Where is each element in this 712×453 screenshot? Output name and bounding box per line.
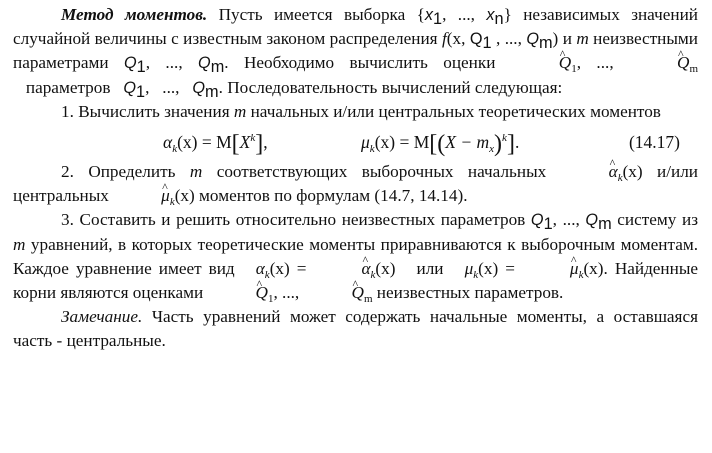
paragraph-step-3: 3. Составить и решить относительно неизвестных параметров $Q_1$, ..., $Q_m$ систему из m уравнений, в которых теоретические моменты приравниваются к выборочным моментам. Каждое уравнение имеет вид $\alpha_k(x)$ = ^ $\alpha_k(x)$ или $\mu_k(x)$ = ^ $\mu_k(x)$. Найденные корни являются оценками ^ $Q_1$, ..., ^ $Q_m$ неизвестных параметров. — [13, 208, 698, 305]
equation-number: (14.17) — [628, 132, 680, 153]
paragraph-method: Метод моментов. Пусть имеется выборка {$x_1$, ..., $x_n$} независимых значений случайной величины с известным законом распределения f(x, $Q_1$ , ..., $Q_m$) и m неизвестными параметрами $Q_1$, ..., $Q_m$. Необходимо вычислить оценки ^ $Q_1$, ..., ^ $Q_m$ параметров $Q_1$, ..., $Q_m$. Последовательность вычислений следующая: — [13, 3, 698, 100]
paragraph-step-1: 1. Вычислить значения m начальных и/или центральных теоретических моментов — [61, 101, 661, 121]
paragraph-remark: Замечание. Часть уравнений может содержать начальные моменты, а оставшаяся часть - центральные. — [13, 307, 698, 351]
section-title: Метод моментов. — [61, 5, 208, 24]
formula-central-moment: $\mu_k(x) = M[(X - m_x)^k]$. — [361, 131, 520, 158]
remark-label: Замечание. — [61, 307, 143, 327]
paragraph-step-2: 2. Определить m соответствующих выборочных начальных ^ $\alpha_k(x)$ и/или центральных ^ $\mu_k(x)$ моментов по формулам (14.7, 14.14). — [13, 160, 698, 208]
formula-initial-moment: $\alpha_k(x) = M[X^k]$, — [163, 131, 268, 158]
